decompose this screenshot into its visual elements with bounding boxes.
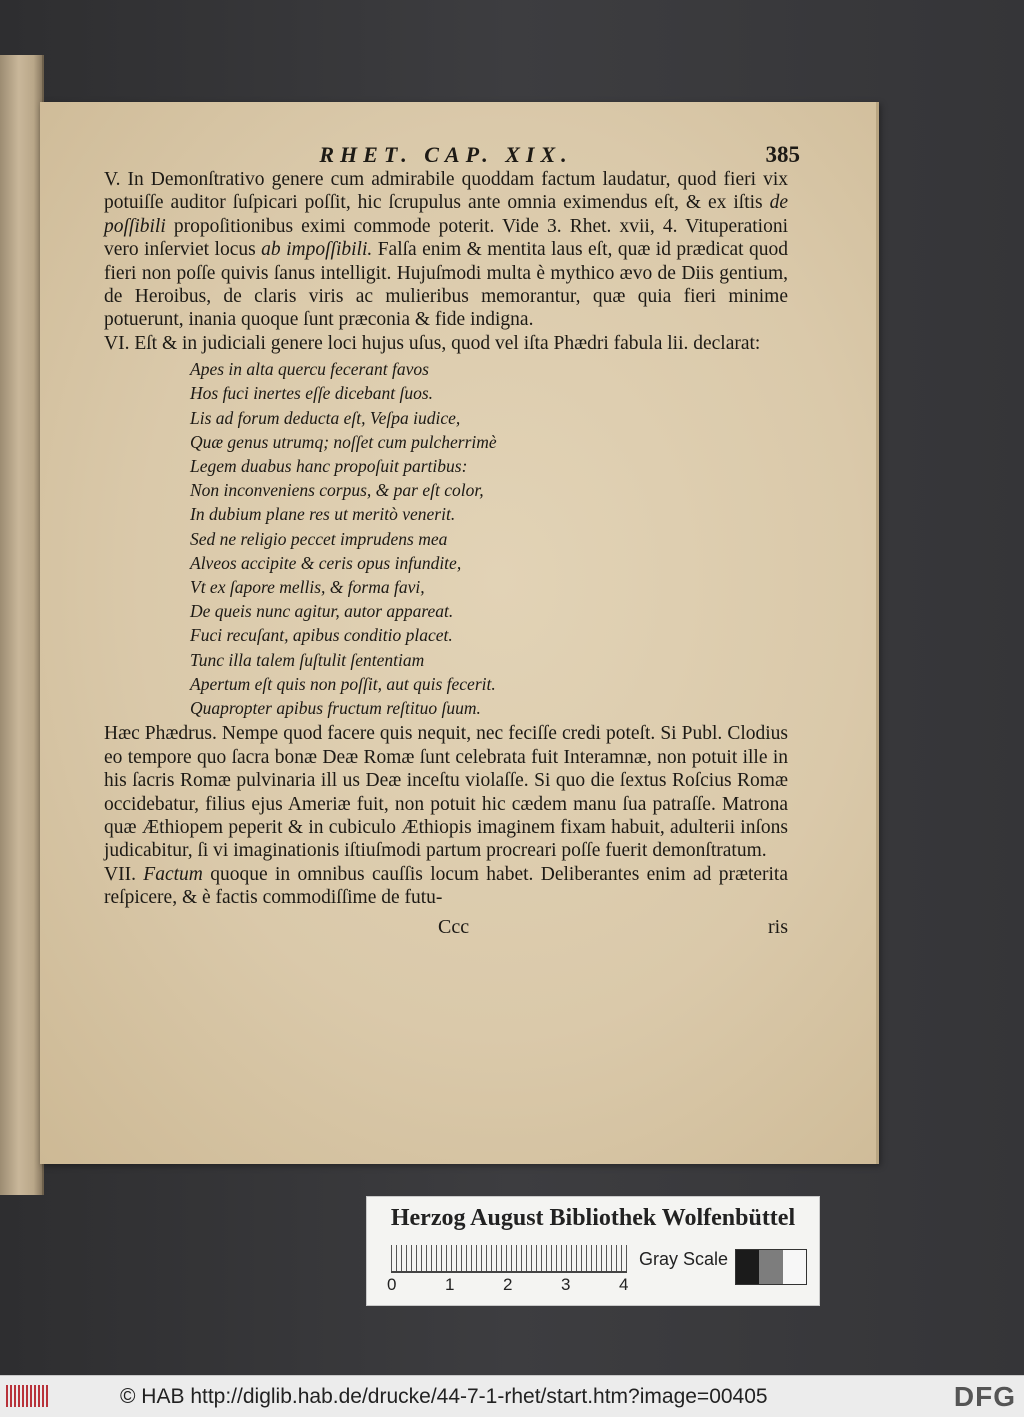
verse-line: Hos fuci inertes eſſe dicebant ſuos. [190, 383, 434, 404]
text-run: Hæc Phædrus. Nempe quod facere quis nequit, nec feciſſe credi poteſt. Si Publ. Clodius eo tempore quo ſacra bonæ Deæ Romæ ſunt celebrata fuit Interamnæ, non potuit ille in his ſacris Romæ pulvinaria ill us Deæ inceſtu violaſſe. Si quo die ſextus Roſcius Romæ occidebatur, filius ejus Ameriæ fuit, non potuit hic cædem manu ſua patraſſe. Matrona quæ Æthiopem peperit & in cubiculo Æthiopis imaginem fixam habuit, adulterii inſons judicabitur, ſi vi imaginationis iſtiuſmodi partum procreari poſſe fuerit demonſtratum. [104, 723, 788, 862]
text-run: propoſitionibus eximi commode poterit. Vide 3. Rhet. xvii, 4. Vituperationi vero inſerviet locus [104, 215, 788, 261]
scale-number: 2 [503, 1275, 513, 1294]
verse-line: Tunc illa talem ſuſtulit ſententiam [190, 649, 425, 670]
verse-line: Legem duabus hanc propoſuit partibus: [190, 456, 468, 477]
facing-page-edge [0, 55, 44, 1195]
page-footer-line [104, 916, 788, 940]
verse-line: Apertum eſt quis non poſſit, aut quis fecerit. [190, 673, 496, 694]
text-run: VII. [104, 863, 144, 885]
copyright-link[interactable]: © HAB http://diglib.hab.de/drucke/44-7-1-rhet/start.htm?image=00405 [120, 1385, 768, 1408]
paragraph-after-verse [104, 722, 788, 862]
verse-line: Vt ex ſapore mellis, & forma favi, [190, 577, 425, 598]
text-run: quoque in omnibus cauſſis locum habet. Deliberantes enim ad præterita reſpicere, & è factis commodiſſime de futu- [104, 863, 789, 909]
verse-line: Sed ne religio peccet imprudens mea [190, 528, 448, 549]
gray-swatch [783, 1250, 806, 1284]
gray-swatch [759, 1250, 782, 1284]
verse-line: Non inconveniens corpus, & par eſt color, [190, 480, 484, 501]
verse-line: Alveos accipite & ceris opus infundite, [190, 552, 462, 573]
gray-scale-label: Gray Scale [639, 1249, 729, 1269]
scale-number: 4 [619, 1275, 629, 1294]
book-page [40, 102, 879, 1164]
paragraph-vi [104, 332, 788, 355]
verse-line: De queis nunc agitur, autor appareat. [190, 601, 454, 622]
verse-line: In dubium plane res ut meritò venerit. [190, 504, 456, 525]
verse-line: Quæ genus utrumq; noſſet cum pulcherrimè [190, 431, 497, 452]
text-run: ab impoſſibili. [261, 239, 373, 261]
scale-ruler [391, 1245, 627, 1273]
text-run: Falſa enim & mentita laus eſt, quæ id prædicat quod fieri non poſſe quivis ſanus intelligit. Hujuſmodi multa è mythico ævo de Diis gentium, de Heroibus, de claris viris ac mulieribus memorantur, quæ quia fieri minime potuerunt, inania quoque ſunt præconia & fide indigna. [104, 239, 788, 331]
barcode-icon [6, 1385, 48, 1407]
gray-scale-swatch [735, 1249, 807, 1285]
text-run: Factum [143, 863, 203, 885]
verse-line: Fuci recuſant, apibus conditio placet. [190, 625, 453, 646]
signature-mark: Ccc [438, 915, 470, 938]
text-run: VI. Eſt & in judiciali genere loci hujus uſus, quod vel iſta Phædri fabula lii. declarat: [104, 332, 761, 354]
verse-line: Quapropter apibus fructum reſtituo ſuum. [190, 698, 481, 719]
scale-number: 3 [561, 1275, 571, 1294]
verse-line: Lis ad forum deducta eſt, Veſpa iudice, [190, 407, 461, 428]
running-header [104, 142, 800, 168]
page-number: 385 [765, 142, 800, 167]
paragraph-v [104, 168, 788, 332]
library-name: Herzog August Bibliothek Wolfenbüttel [390, 1205, 796, 1231]
scale-number: 0 [387, 1275, 397, 1294]
paragraph-vii [104, 863, 788, 910]
gray-swatch [736, 1250, 759, 1284]
fable-verse [190, 357, 788, 720]
catchword: ris [768, 915, 788, 938]
scale-number: 1 [445, 1275, 455, 1294]
text-run: V. In Demonſtrativo genere cum admirabile quoddam factum laudatur, quod fieri vix potuiſſe auditor ſuſpicari poſſit, hic ſcrupulus ante omnia eximendus eſt, & ex iſtis [104, 169, 788, 214]
viewer-footer [0, 1375, 1024, 1417]
dfg-logo: DFG [953, 1381, 1016, 1412]
library-color-scale-label [366, 1196, 820, 1306]
verse-line: Apes in alta quercu fecerant favos [190, 359, 429, 380]
running-title: RHET. CAP. XIX. [319, 142, 573, 167]
page-text [104, 142, 800, 940]
text-run: de poſſibili [104, 192, 788, 237]
